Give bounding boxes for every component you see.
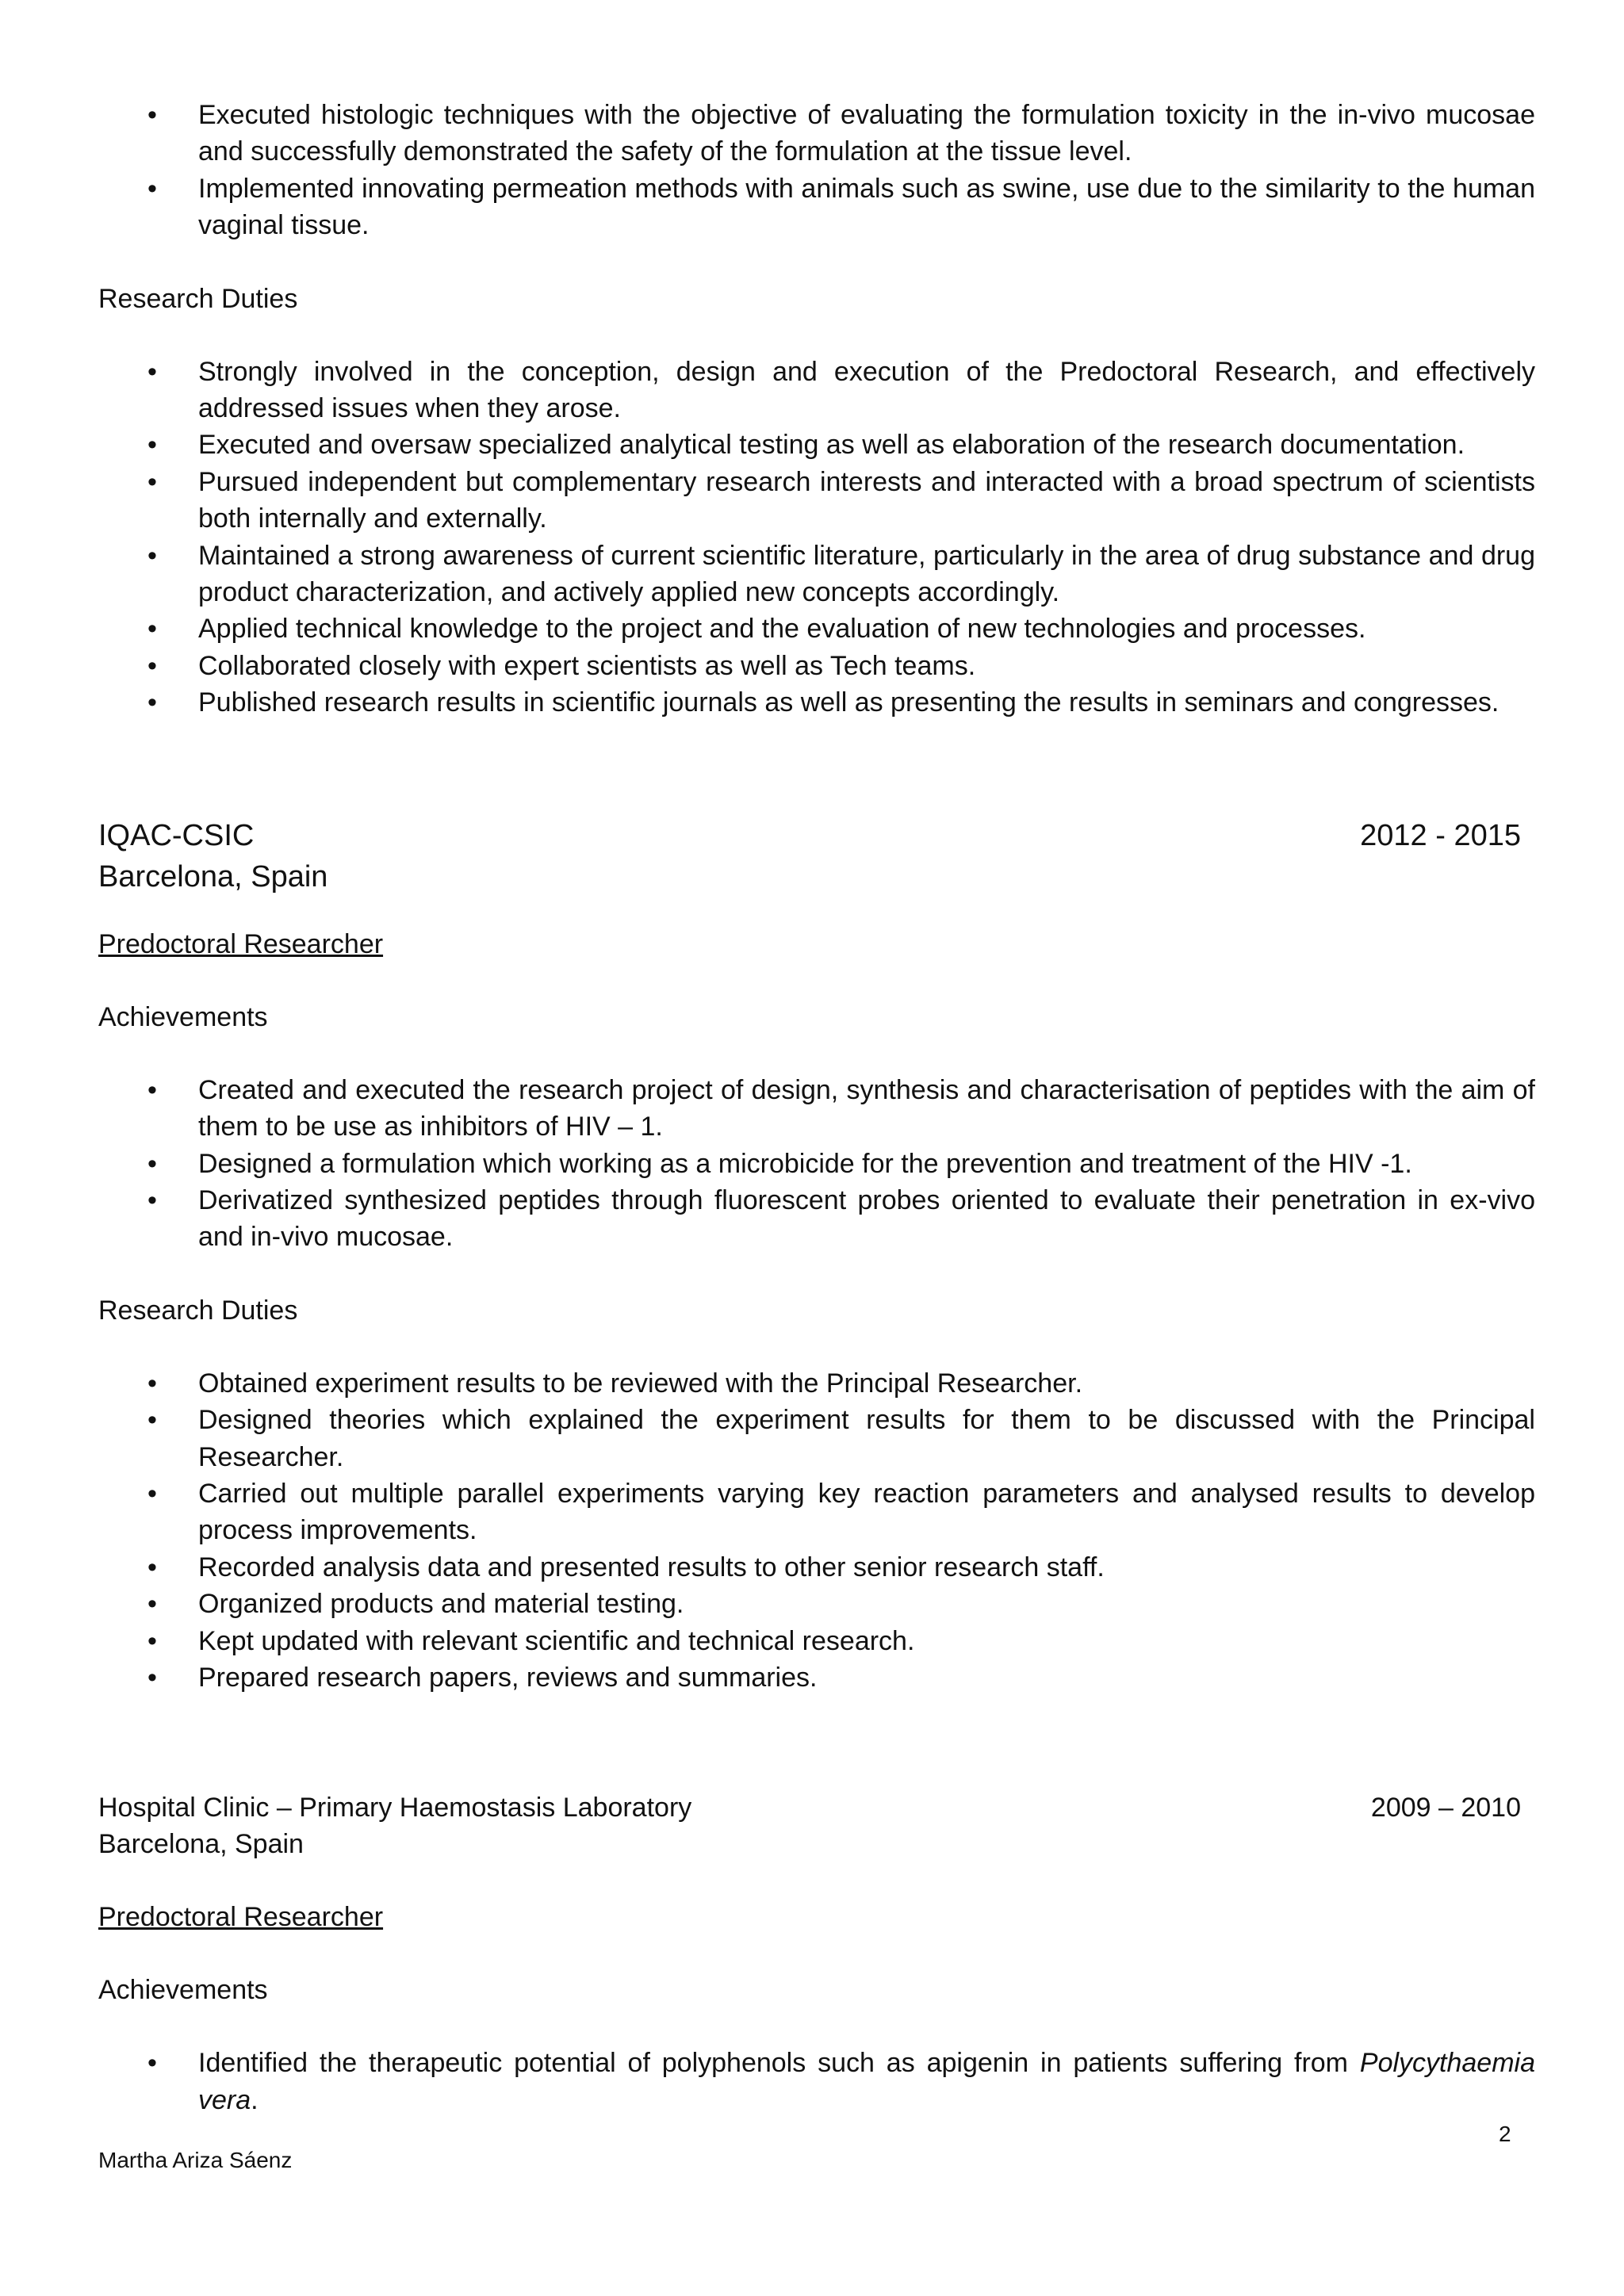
list-item: • Derivatized synthesized peptides through fluorescent probes oriented to evaluate their penetration in ex-vivo and in-vivo mucosae. bbox=[98, 1182, 1535, 1256]
hospital-achievements-list bbox=[98, 2045, 1535, 2118]
bullet-icon: • bbox=[147, 1589, 157, 1620]
iqac-header bbox=[98, 815, 1535, 856]
iqac-duties-list bbox=[98, 1365, 1535, 1697]
list-item: • Identified the therapeutic potential of polyphenols such as apigenin in patients suffering from Polycythaemia vera. bbox=[98, 2045, 1535, 2118]
bullet-icon: • bbox=[147, 687, 157, 718]
bullet-icon: • bbox=[147, 100, 157, 130]
bullet-icon: • bbox=[147, 430, 157, 461]
research-duties-heading: Research Duties bbox=[98, 283, 298, 314]
bullet-icon: • bbox=[147, 540, 157, 571]
list-item: • Created and executed the research project of design, synthesis and characterisation of peptides with the aim of them to be use as inhibitors of HIV – 1. bbox=[98, 1072, 1535, 1146]
iqac-achievements-list bbox=[98, 1072, 1535, 1256]
list-item: • Obtained experiment results to be reviewed with the Principal Researcher. bbox=[98, 1365, 1535, 1402]
job-role: Predoctoral Researcher bbox=[98, 928, 384, 959]
list-item: • Strongly involved in the conception, design and execution of the Predoctoral Research, and effectively addressed issues when they arose. bbox=[98, 354, 1535, 427]
org-name: Hospital Clinic – Primary Haemostasis Laboratory bbox=[98, 1793, 692, 1823]
intro-achievements-list bbox=[98, 97, 1535, 244]
research-duties-heading: Research Duties bbox=[98, 1295, 298, 1326]
bullet-icon: • bbox=[147, 650, 157, 681]
hospital-header bbox=[98, 1789, 1535, 1826]
bullet-icon: • bbox=[147, 2048, 157, 2079]
achievements-heading: Achievements bbox=[98, 1001, 268, 1032]
list-item: • Executed and oversaw specialized analytical testing as well as elaboration of the research documentation. bbox=[98, 427, 1535, 463]
list-item: • Implemented innovating permeation methods with animals such as swine, use due to the similarity to the human vaginal tissue. bbox=[98, 170, 1535, 244]
list-item: • Kept updated with relevant scientific and technical research. bbox=[98, 1623, 1535, 1659]
job-location: Barcelona, Spain bbox=[98, 1829, 304, 1860]
bullet-icon: • bbox=[147, 1552, 157, 1582]
job-location: Barcelona, Spain bbox=[98, 859, 328, 894]
list-item: • Designed a formulation which working as a microbicide for the prevention and treatment of the HIV -1. bbox=[98, 1146, 1535, 1182]
bullet-icon: • bbox=[147, 614, 157, 645]
bullet-icon: • bbox=[147, 356, 157, 387]
bullet-icon: • bbox=[147, 1478, 157, 1509]
date-range: 2009 – 2010 bbox=[1370, 1793, 1521, 1823]
list-item: • Recorded analysis data and presented results to other senior research staff. bbox=[98, 1549, 1535, 1586]
list-item: • Designed theories which explained the experiment results for them to be discussed with the Principal Researcher. bbox=[98, 1402, 1535, 1475]
bullet-icon: • bbox=[147, 1148, 157, 1179]
bullet-icon: • bbox=[147, 1662, 157, 1693]
resume-page bbox=[98, 97, 1535, 2118]
list-item: • Organized products and material testing. bbox=[98, 1586, 1535, 1622]
bullet-icon: • bbox=[147, 1405, 157, 1436]
list-item: • Maintained a strong awareness of current scientific literature, particularly in the area of drug substance and drug product characterization, and actively applied new concepts accordingly. bbox=[98, 538, 1535, 611]
list-item: • Carried out multiple parallel experiments varying key reaction parameters and analysed results to develop process improvements. bbox=[98, 1475, 1535, 1549]
bullet-icon: • bbox=[147, 1184, 157, 1215]
bullet-icon: • bbox=[147, 466, 157, 497]
list-item: • Prepared research papers, reviews and summaries. bbox=[98, 1659, 1535, 1696]
bullet-icon: • bbox=[147, 1625, 157, 1656]
achievements-heading: Achievements bbox=[98, 1975, 268, 2006]
disease-name: Polycythaemia vera bbox=[198, 2048, 1535, 2115]
list-item: • Pursued independent but complementary research interests and interacted with a broad spectrum of scientists both internally and externally. bbox=[98, 464, 1535, 538]
bullet-icon: • bbox=[147, 1074, 157, 1105]
page-number: 2 bbox=[1499, 2122, 1511, 2146]
list-item: • Published research results in scientific journals as well as presenting the results in seminars and congresses. bbox=[98, 684, 1535, 721]
bullet-icon: • bbox=[147, 1368, 157, 1399]
job-role: Predoctoral Researcher bbox=[98, 1902, 384, 1933]
footer-author-name: Martha Ariza Sáenz bbox=[98, 2148, 293, 2172]
org-name: IQAC-CSIC bbox=[98, 818, 255, 852]
bullet-icon: • bbox=[147, 173, 157, 204]
date-range: 2012 - 2015 bbox=[1360, 818, 1521, 852]
list-item: • Collaborated closely with expert scientists as well as Tech teams. bbox=[98, 648, 1535, 684]
list-item: • Applied technical knowledge to the project and the evaluation of new technologies and processes. bbox=[98, 610, 1535, 647]
intro-duties-list bbox=[98, 354, 1535, 721]
list-item: • Executed histologic techniques with the objective of evaluating the formulation toxicity in the in-vivo mucosae and successfully demonstrated the safety of the formulation at the tissue level. bbox=[98, 97, 1535, 170]
